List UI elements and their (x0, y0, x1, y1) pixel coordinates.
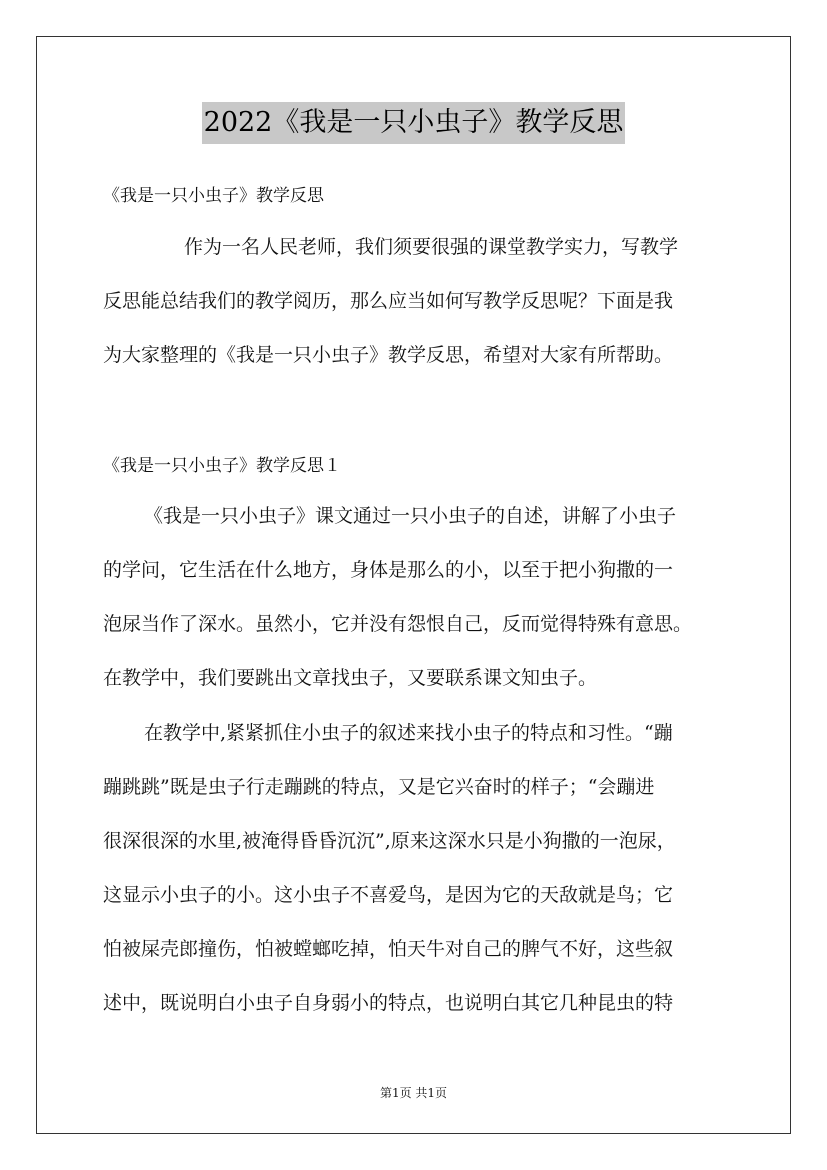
body-line: 泡尿当作了深水。虽然小，它并没有怨恨自己，反而觉得特殊有意思。 (103, 613, 693, 635)
body-line: 这显示小虫子的小。这小虫子不喜爱鸟，是因为它的天敌就是鸟；它 (103, 884, 674, 906)
body-line: 的学问，它生活在什么地方，身体是那么的小，以至于把小狗撒的一 (103, 559, 674, 581)
body-line: 蹦跳跳”既是虫子行走蹦跳的特点，又是它兴奋时的样子；“会蹦进 (103, 776, 655, 798)
body-line: 很深很深的水里,被淹得昏昏沉沉”,原来这深水只是小狗撒的一泡尿， (103, 830, 676, 852)
body-line: 《我是一只小虫子》课文通过一只小虫子的自述，讲解了小虫子 (144, 505, 677, 527)
section-heading: 《我是一只小虫子》教学反思１ (103, 456, 341, 476)
body-line: 在教学中,紧紧抓住小虫子的叙述来找小虫子的特点和习性。“蹦 (144, 722, 673, 744)
body-line: 在教学中，我们要跳出文章找虫子，又要联系课文知虫子。 (103, 667, 598, 689)
intro-line: 为大家整理的《我是一只小虫子》教学反思，希望对大家有所帮助。 (103, 344, 674, 366)
intro-line: 作为一名人民老师，我们须要很强的课堂教学实力，写教学 (184, 236, 679, 258)
body-line: 怕被屎壳郎撞伤，怕被螳螂吃掉，怕天牛对自己的脾气不好，这些叙 (103, 938, 674, 960)
page-footer: 第1页 共1页 (379, 1086, 448, 1100)
intro-line: 反思能总结我们的教学阅历，那么应当如何写教学反思呢？下面是我 (103, 290, 674, 312)
document-title: 2022《我是一只小虫子》教学反思 (202, 102, 626, 144)
document-subtitle: 《我是一只小虫子》教学反思 (103, 186, 324, 206)
body-line: 述中，既说明白小虫子自身弱小的特点，也说明白其它几种昆虫的特 (103, 992, 674, 1014)
title-container (0, 102, 827, 144)
